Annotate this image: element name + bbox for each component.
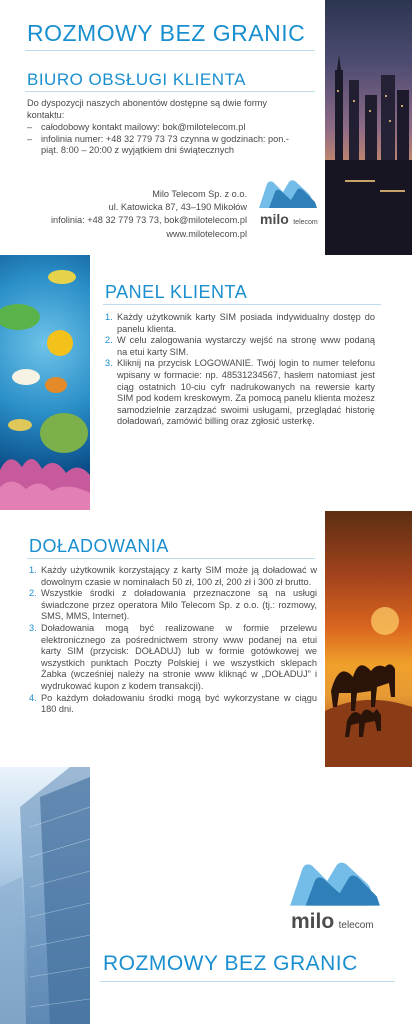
list-item: [29, 565, 317, 588]
list-item: [105, 335, 375, 358]
item-text: Po każdym doładowaniu środki mogą być wykorzystane w ciągu 180 dni.: [41, 692, 317, 715]
desert-camels-image: [325, 511, 412, 767]
panel-title: PANEL KLIENTA: [105, 282, 248, 302]
milo-logo: [257, 178, 319, 230]
item-number: 3.: [105, 358, 113, 369]
list-item: [105, 358, 375, 428]
coral-reef-image: [0, 255, 90, 510]
address-line: ul. Katowicka 87, 43–190 Mikołów: [108, 202, 247, 213]
item-text: Wszystkie środki z doładowania przeznaczone są na usługi świadczone przez operatora Milo Telecom Sp. z o.o. (tj.: rozmowy, SMS, MMS, Internet).: [41, 588, 317, 622]
item-text: Każdy użytkownik karty SIM posiada indywidualny dostęp do panelu klienta.: [117, 312, 375, 334]
contact-phone: – infolinia numer: +48 32 779 73 73 czynna w godzinach: pon.- piąt. 8:00 – 20:00 z wyjątkiem dni świątecznych: [27, 134, 297, 157]
logo-brand: milo: [291, 910, 335, 933]
glass-tower-image: [0, 767, 90, 1024]
milo-logo: [287, 858, 383, 940]
city-skyline-image: [325, 0, 412, 255]
item-text: W celu zalogowania wystarczy wejść na stronę www podaną na etui karty SIM.: [117, 335, 375, 357]
item-number: 1.: [29, 565, 37, 575]
divider: [25, 91, 315, 92]
office-intro: Do dyspozycji naszych abonentów dostępne są dwie formy kontaktu:: [27, 98, 268, 120]
topup-list: [29, 565, 317, 716]
logo-mark-icon: [257, 178, 319, 210]
contact-email: – całodobowy kontakt mailowy: bok@milotelecom.pl: [27, 122, 297, 134]
logo-sub: telecom: [338, 920, 374, 931]
item-text: Każdy użytkownik korzystający z karty SIM może ją doładować w dowolnym czasie w nominałach 50 zł, 100 zł, 200 zł i 300 zł brutto.: [41, 565, 317, 587]
list-item: [29, 693, 317, 716]
logo-brand: milo: [260, 211, 289, 227]
website-link[interactable]: www.milotelecom.pl: [166, 228, 247, 239]
header-title: ROZMOWY BEZ GRANIC: [27, 20, 306, 46]
list-item: [29, 623, 317, 693]
logo-mark-icon: [287, 858, 383, 910]
item-number: 2.: [105, 335, 113, 346]
item-text: Kliknij na przycisk LOGOWANIE. Twój login to numer telefonu wpisany w formacie: np. 48531234567, hasłem natomiast jest ciąg ostatnich 10-ciu cyfr nadrukowanych na rewersie karty SIM pod kodem kreskowym. Za pomocą panelu klienta możesz samodzielnie zarządzać swoimi usługami, przeglądać historię doładowań, zamówić billing oraz zgłosić usterkę.: [117, 358, 375, 427]
address-line: Milo Telecom Sp. z o.o.: [152, 189, 247, 199]
item-number: 2.: [29, 588, 37, 599]
item-number: 3.: [29, 622, 37, 633]
address-line: infolinia: +48 32 779 73 73, bok@milotelecom.pl: [50, 215, 247, 226]
topup-title: DOŁADOWANIA: [29, 536, 169, 556]
contact-list: [27, 122, 297, 157]
item-text: Doładowania mogą być realizowane w formie przelewu elektronicznego za pośrednictwem strony www podanej na etui karty SIM (przycisk: DOŁADUJ) lub w formie gotówkowej we wszystkich punktach Poczty Polskiej i we wszystkich sklepach Żabka (wcześniej należy na stronie www kliknąć w „DOŁADUJ” i wydrukować kupon z kodem transakcji).: [41, 622, 317, 691]
divider: [25, 50, 315, 51]
footer-title: ROZMOWY BEZ GRANIC: [103, 952, 358, 975]
item-number: 4.: [29, 692, 37, 703]
office-title: BIURO OBSŁUGI KLIENTA: [27, 70, 246, 89]
divider: [27, 558, 315, 559]
divider: [100, 981, 395, 982]
item-number: 1.: [105, 312, 113, 322]
divider: [103, 304, 381, 305]
list-item: [105, 312, 375, 335]
panel-list: [105, 312, 375, 428]
list-item: [29, 588, 317, 623]
company-address: [40, 188, 247, 241]
logo-sub: telecom: [293, 219, 318, 226]
